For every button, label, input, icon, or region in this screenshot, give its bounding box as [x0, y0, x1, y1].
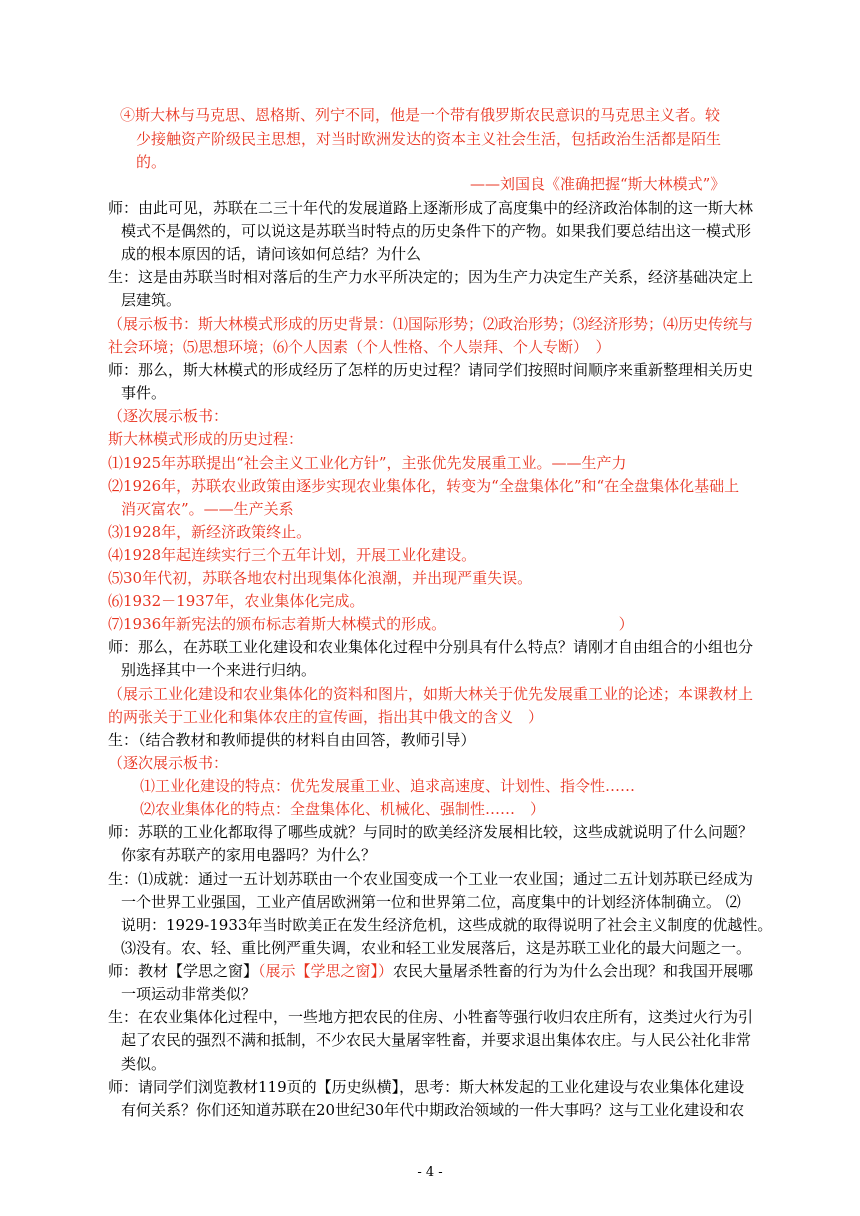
teacher-line: 有何关系？你们还知道苏联在20世纪30年代中期政治领域的一件大事吗？这与工业化建设和农 — [121, 1101, 745, 1119]
page-number: - 4 - — [417, 1165, 443, 1180]
teacher-line: 模式不是偶然的，可以说这是苏联当时特点的历史条件下的产物。如果我们要总结出这一模式形 — [121, 222, 752, 240]
student-line: 生：（结合教材和教师提供的材料自由回答，教师引导） — [108, 731, 476, 749]
board-note: 社会环境；⑸思想环境；⑹个人因素（个人性格、个人崇拜、个人专断） ） — [108, 338, 611, 356]
teacher-text: 师：教材【学思之窗】 — [108, 962, 259, 980]
board-note: 的两张关于工业化和集体农庄的宣传画，指出其中俄文的含义 ） — [108, 708, 544, 726]
teacher-line: 师：那么，斯大林模式的形成经历了怎样的历史过程？请同学们按照时间顺序来重新整理相关历史 — [108, 361, 754, 379]
teacher-line: 别选择其中一个来进行归纳。 — [121, 661, 317, 679]
board-list-item: ⑴工业化建设的特点：优先发展重工业、追求高速度、计划性、指令性…… — [140, 777, 636, 795]
student-line: 生：在农业集体化过程中，一些地方把农民的住房、小牲畜等强行收归农庄所有，这类过火行为引 — [108, 1008, 754, 1026]
board-note: 斯大林模式形成的历史过程： — [108, 430, 304, 448]
teacher-line: 师：那么，在苏联工业化建设和农业集体化过程中分别具有什么特点？请刚才自由组合的小组也分 — [108, 638, 754, 656]
student-line: 生：⑴成就：通过一五计划苏联由一个农业国变成一个工业一农业国；通过二五计划苏联已经成为 — [108, 870, 754, 888]
quote-line: 少接触资产阶级民主思想，对当时欧洲发达的资本主义社会生活，包括政治生活都是陌生 — [136, 130, 722, 148]
board-list-item: ⑺1936年新宪法的颁布标志着斯大林模式的形成。 ） — [108, 615, 634, 633]
quote-line: 的。 — [136, 153, 167, 171]
student-line: 说明：1929-1933年当时欧美正在发生经济危机，这些成就的取得说明了社会主义制度的优越性。 — [121, 916, 773, 934]
teacher-line: 成的根本原因的话，请问该如何总结？为什么 — [121, 245, 422, 263]
quote-line: ④斯大林与马克思、恩格斯、列宁不同，他是一个带有俄罗斯农民意识的马克思主义者。较 — [120, 106, 721, 124]
board-list-item: ⑸30年代初，苏联各地农村出现集体化浪潮，并出现严重失误。 — [108, 569, 533, 587]
student-line: 层建筑。 — [121, 291, 182, 309]
board-note-inline: （展示【学思之窗】） — [258, 962, 394, 980]
board-list-item: ⑵1926年，苏联农业政策由逐步实现农业集体化，转变为“全盘集体化”和“在全盘集体化基础上 — [108, 477, 740, 495]
board-list-item: ⑵农业集体化的特点：全盘集体化、机械化、强制性…… ） — [140, 800, 546, 818]
student-line: 类似。 — [121, 1055, 167, 1073]
board-list-item: 消灭富农”。——生产关系 — [121, 500, 294, 518]
teacher-line: 事件。 — [121, 384, 167, 402]
teacher-line: 你家有苏联产的家用电器吗？为什么？ — [121, 846, 377, 864]
student-line: 生：这是由苏联当时相对落后的生产力水平所决定的；因为生产力决定生产关系，经济基础决定上 — [108, 268, 754, 286]
teacher-line: 师：苏联的工业化都取得了哪些成就？与同时的欧美经济发展相比较，这些成就说明了什么问题？ — [108, 823, 754, 841]
board-note: （展示板书：斯大林模式形成的历史背景：⑴国际形势；⑵政治形势；⑶经济形势；⑷历史传统与 — [108, 315, 754, 333]
teacher-line — [108, 960, 753, 982]
board-note: （展示工业化建设和农业集体化的资料和图片，如斯大林关于优先发展重工业的论述；本课教材上 — [108, 685, 754, 703]
board-note: （逐次展示板书： — [108, 754, 229, 772]
board-list-item: ⑷1928年起连续实行三个五年计划，开展工业化建设。 — [108, 546, 477, 564]
board-list-item: ⑹1932－1937年，农业集体化完成。 — [108, 592, 365, 610]
teacher-line: 师：请同学们浏览教材119页的【历史纵横】，思考：斯大林发起的工业化建设与农业集体化建设 — [108, 1078, 745, 1096]
student-line: 一个世界工业强国，工业产值居欧洲第一位和世界第二位，高度集中的计划经济体制确立。 ⑵ — [121, 893, 741, 911]
student-line: 起了农民的强烈不满和抵制，不少农民大量屠宰牲畜，并要求退出集体农庄。与人民公社化非常 — [121, 1031, 752, 1049]
teacher-line: 师：由此可见，苏联在二三十年代的发展道路上逐渐形成了高度集中的经济政治体制的这一斯大林 — [108, 199, 754, 217]
teacher-text: 农民大量屠杀牲畜的行为为什么会出现？和我国开展哪 — [393, 962, 754, 980]
student-line: ⑶没有。农、轻、重比例严重失调，农业和轻工业发展落后，这是苏联工业化的最大问题之一。 — [121, 939, 752, 957]
board-note: （逐次展示板书： — [108, 407, 229, 425]
teacher-line: 一项运动非常类似？ — [121, 985, 257, 1003]
board-list-item: ⑶1928年，新经济政策终止。 — [108, 523, 312, 541]
board-list-item: ⑴1925年苏联提出“社会主义工业化方针”，主张优先发展重工业。——生产力 — [108, 454, 627, 472]
quote-source: ——刘国良《准确把握“斯大林模式”》 — [470, 175, 726, 193]
